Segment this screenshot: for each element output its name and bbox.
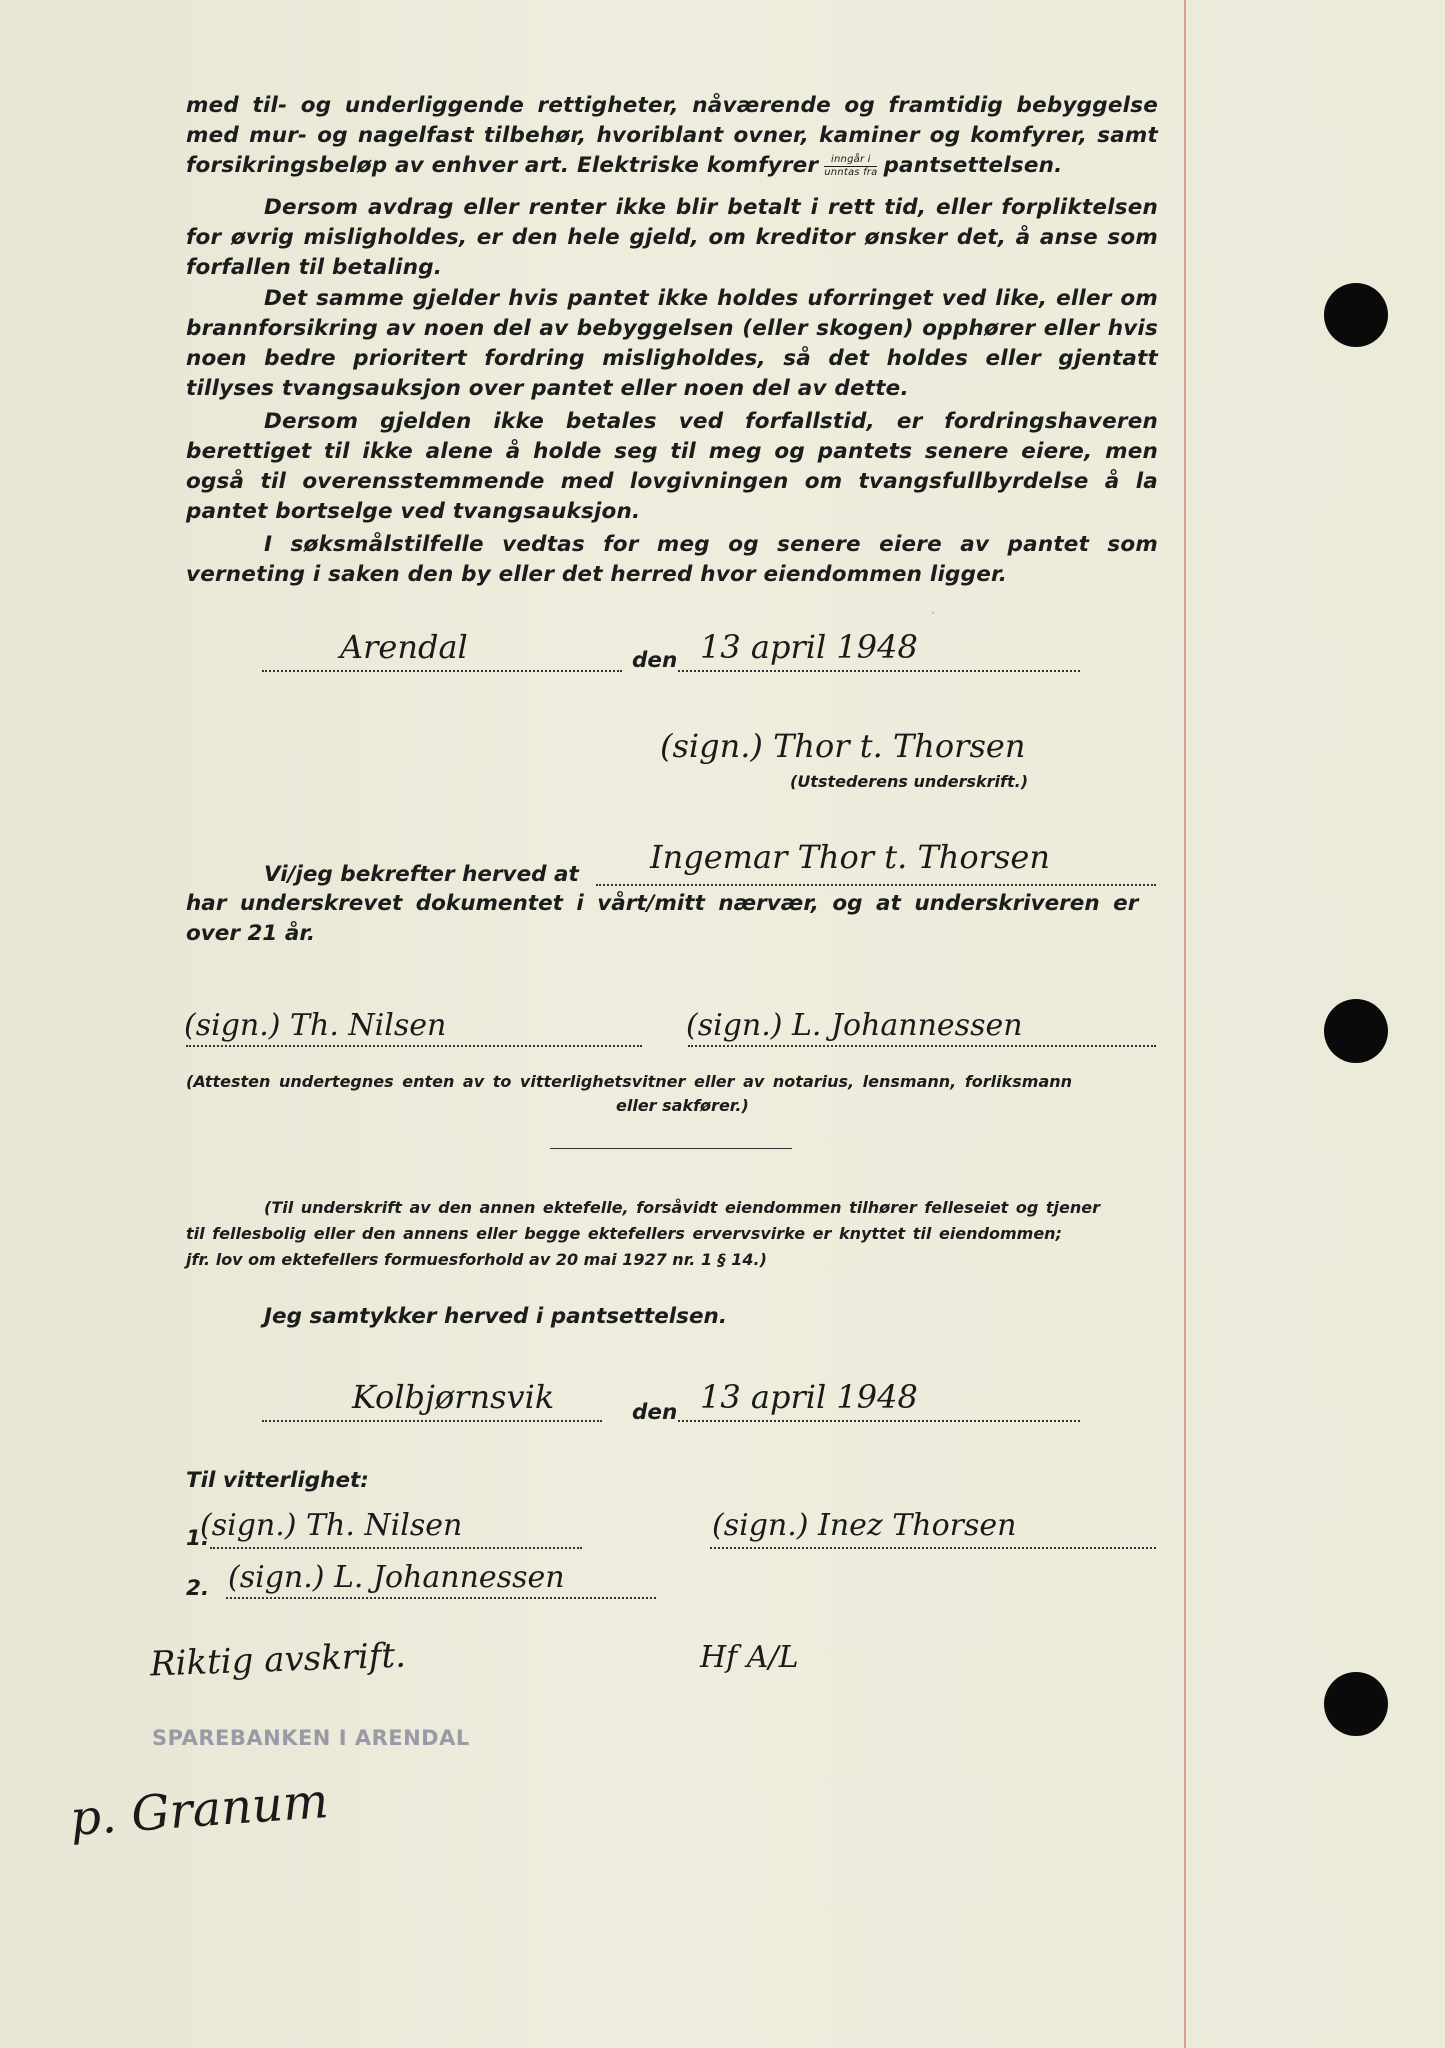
consent-text: Jeg samtykker herved i pantsettelsen.: [264, 1304, 727, 1329]
correct-copy-handwritten: Riktig avskrift.: [149, 1635, 407, 1685]
confirm-prefix: Vi/jeg bekrefter herved at: [264, 862, 579, 887]
spouse-note-1: (Til underskrift av den annen ektefelle, forsåvidt eiendommen tilhører felleseiet og tjener: [264, 1198, 1101, 1217]
margin-line: [1184, 0, 1186, 2048]
witness-signature-2: (sign.) L. Johannessen: [686, 1008, 1023, 1043]
place-handwritten-2: Kolbjørnsvik: [352, 1378, 555, 1416]
date-handwritten-2: 13 april 1948: [700, 1378, 918, 1416]
witness-list-signature-2: (sign.) L. Johannessen: [228, 1560, 565, 1595]
attest-note-2: eller sakfører.): [616, 1096, 749, 1115]
place-line-1: [262, 670, 622, 672]
punch-hole-top: [1324, 283, 1388, 347]
per-signature: p. Granum: [68, 1773, 331, 1847]
date-handwritten-1: 13 april 1948: [700, 628, 918, 666]
witness-number-2: 2.: [186, 1576, 210, 1601]
den-label-2: den: [632, 1400, 678, 1425]
paragraph-1-text: med til- og underliggende rettigheter, nåværende og framtidig bebyggelse med mur- og nagelfast tilbehør, hvoriblant ovner, kaminer og komfyrer, samt forsikringsbeløp av enhver art. Elektriske komfyrer: [186, 93, 1158, 178]
place-line-2: [262, 1420, 602, 1422]
confirm-name-handwritten: Ingemar Thor t. Thorsen: [650, 838, 1050, 876]
spouse-signature-line: [710, 1547, 1156, 1549]
date-line-2: [678, 1420, 1080, 1422]
paragraph-enforcement: [186, 407, 1158, 527]
punch-hole-middle: [1324, 999, 1388, 1063]
confirm-line-2: har underskrevet dokumentet i vårt/mitt nærvær, og at underskriveren er: [186, 891, 1139, 916]
issuer-caption: (Utstederens underskrift.): [790, 772, 1029, 791]
show-through-text: .: [930, 595, 937, 619]
attest-note-1: (Attesten undertegnes enten av to vitterlighetsvitner eller av notarius, lensmann, forliksmann: [186, 1072, 1073, 1091]
witness-list-line-2: [226, 1597, 656, 1599]
confirm-name-line: [596, 884, 1156, 886]
paragraph-2-text: Dersom avdrag eller renter ikke blir betalt i rett tid, eller forpliktelsen for øvrig misligholdes, er den hele gjeld, om kreditor ønsker det, å anse som forfallen til betaling.: [186, 195, 1158, 280]
witness-list-line-1: [210, 1547, 582, 1549]
issuer-signature: (sign.) Thor t. Thorsen: [660, 727, 1026, 765]
fraction-top: inngår i: [824, 154, 877, 167]
spouse-note-3: jfr. lov om ektefellers formuesforhold av 20 mai 1927 nr. 1 § 14.): [186, 1250, 767, 1269]
den-label-1: den: [632, 648, 678, 673]
witness-label: Til vitterlighet:: [186, 1468, 369, 1493]
paragraph-venue: [186, 530, 1158, 590]
paragraph-property-rights: [186, 91, 1158, 181]
fraction-inngar-unntas: [824, 154, 877, 179]
witness-line-2: [688, 1045, 1156, 1047]
confirm-line-3: over 21 år.: [186, 921, 316, 946]
paragraph-4-text: Dersom gjelden ikke betales ved forfallstid, er fordringshaveren berettiget til ikke alene å holde seg til meg og pantets senere eiere, men også til overensstemmende med lovgivningen om tvangsfullbyrdelse å la pantet bortselge ved tvangsauksjon.: [186, 409, 1158, 524]
paragraph-1-end: pantsettelsen.: [883, 153, 1063, 178]
paragraph-5-text: I søksmålstilfelle vedtas for meg og senere eiere av pantet som verneting i saken den by eller det herred hvor eiendommen ligger.: [186, 532, 1158, 587]
date-line-1: [678, 670, 1080, 672]
witness-number-1: 1.: [186, 1526, 210, 1551]
paragraph-3-text: Det samme gjelder hvis pantet ikke holdes uforringet ved like, eller om brannforsikring av noen del av bebyggelsen (eller skogen) opphører eller hvis noen bedre prioritert fordring misligholdes, så det holdes eller gjentatt tillyses tvangsauksjon over pantet eller noen del av dette.: [186, 286, 1158, 401]
witness-list-signature-1: (sign.) Th. Nilsen: [200, 1508, 463, 1543]
fraction-bottom: unntas fra: [824, 166, 878, 178]
witness-line-1: [186, 1045, 642, 1047]
paragraph-maintenance: [186, 284, 1158, 404]
punch-hole-bottom: [1324, 1672, 1388, 1736]
bank-stamp: SPAREBANKEN I ARENDAL: [152, 1726, 470, 1750]
paragraph-default: [186, 193, 1158, 283]
initials-handwritten: Hf A/L: [700, 1640, 799, 1675]
spouse-note-2: til fellesbolig eller den annens eller begge ektefellers ervervsvirke er knyttet til eiendommen;: [186, 1224, 1062, 1243]
witness-signature-1: (sign.) Th. Nilsen: [184, 1008, 447, 1043]
separator-rule: [550, 1148, 792, 1149]
spouse-signature: (sign.) Inez Thorsen: [712, 1508, 1017, 1543]
place-handwritten-1: Arendal: [340, 628, 468, 666]
